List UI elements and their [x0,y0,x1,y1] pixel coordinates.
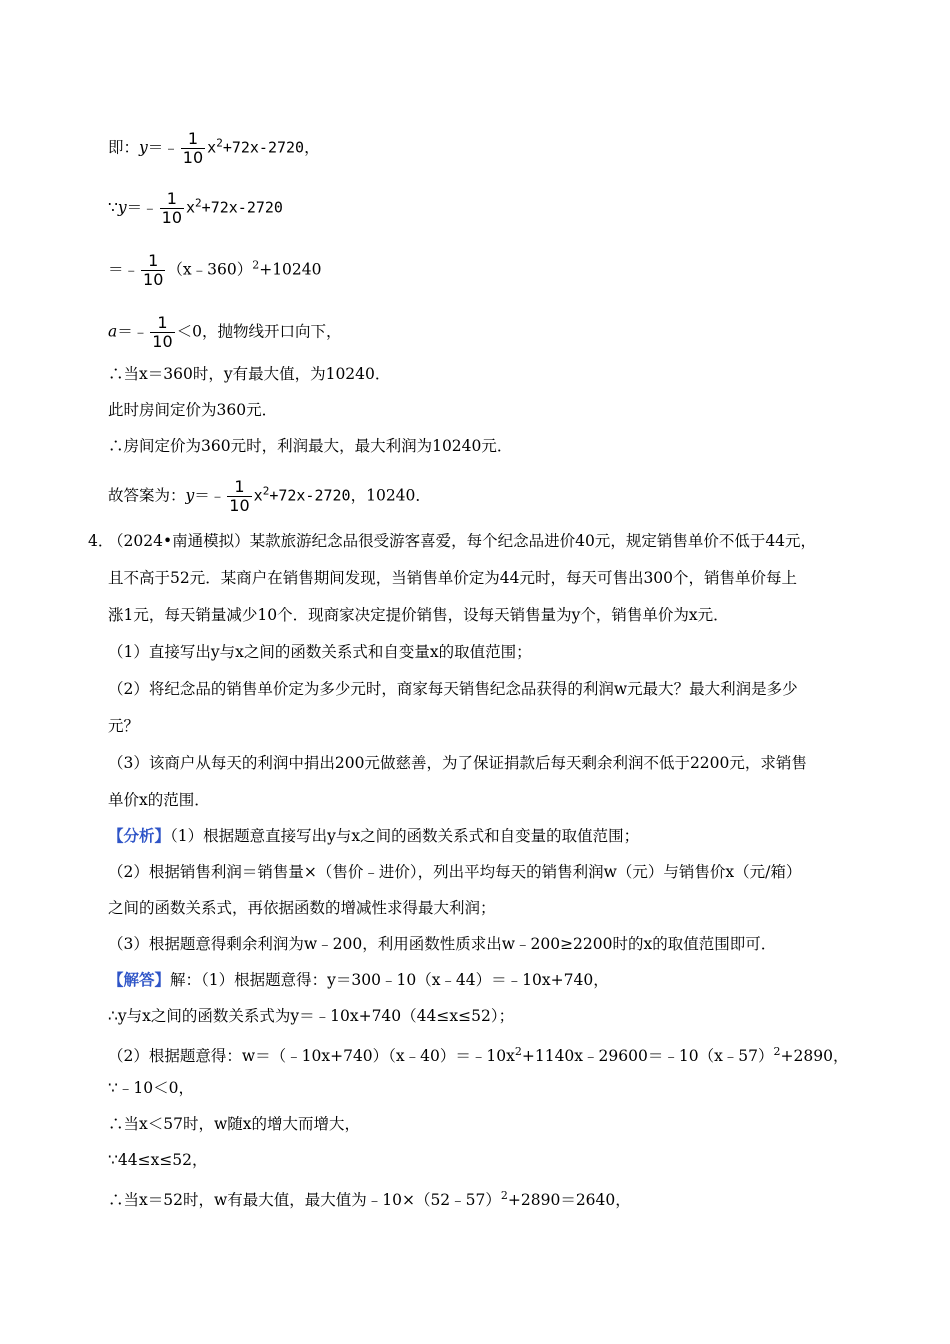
var: a [108,322,118,341]
numerator: 1 [160,190,184,209]
solution-line-6: ∵44≤x≤52， [108,1151,208,1169]
equation-line-2 [108,190,283,227]
text: ＝﹣ [117,322,149,341]
text: （2）根据题意得：w＝（﹣10x+740）（x﹣40）＝﹣10x [108,1047,515,1066]
text: ＝﹣ [194,486,226,505]
equation-line-4 [108,314,342,351]
text: +72x-2720 [201,198,283,217]
analysis-line-3: 之间的函数关系式，再依据函数的增减性求得最大利润； [108,899,496,917]
text: 即： [108,138,140,157]
text-line-7: ∴房间定价为360元时，利润最大，最大利润为10240元． [108,437,513,455]
numerator: 1 [150,314,174,333]
question-part-2-cont: 元？ [108,717,140,735]
exponent: 2 [216,136,223,150]
var: x [186,198,196,217]
denominator: 10 [229,496,250,515]
text: ＝﹣ [126,198,158,217]
analysis-tag: 【分析】 [108,826,171,845]
text: +2890， [780,1047,849,1066]
fraction [160,190,184,227]
analysis-line-2: （2）根据销售利润＝销售量×（售价﹣进价），列出平均每天的销售利润w（元）与销售价x（元/箱） [108,863,802,881]
denominator: 10 [152,332,173,351]
var: y [117,198,127,217]
text: +72x-2720 [222,138,305,157]
text: ＝﹣ [108,260,140,279]
question-line-1: （2024•南通模拟）某款旅游纪念品很受游客喜爱，每个纪念品进价40元，规定销售单价不低于44元， [108,532,817,550]
text: +2890＝2640， [507,1191,631,1210]
analysis-line-4: （3）根据题意得剩余利润为w﹣200，利用函数性质求出w﹣200≥2200时的x的取值范围即可． [108,935,777,953]
analysis-line-1 [108,826,639,846]
question-part-1: （1）直接写出y与x之间的函数关系式和自变量x的取值范围； [108,643,532,661]
var: y [185,486,195,505]
var: x [253,486,263,505]
text-line-6: 此时房间定价为360元． [108,401,278,419]
question-part-3-cont: 单价x的范围． [108,791,210,809]
fraction [227,478,251,515]
denominator: 10 [182,148,204,167]
exponent: 2 [514,1045,522,1058]
exponent: 2 [195,196,202,210]
question-part-3: （3）该商户从每天的利润中捐出200元做慈善，为了保证捐款后每天剩余利润不低于2200元，求销售 [108,754,807,772]
answer-line [108,478,431,515]
var: x [207,138,217,157]
question-part-2: （2）将纪念品的销售单价定为多少元时，商家每天销售纪念品获得的利润w元最大？最大利润是多少 [108,680,798,698]
text: ＜0，抛物线开口向下， [176,322,342,341]
numerator: 1 [141,252,165,271]
text: 故答案为： [108,486,186,505]
denominator: 10 [161,208,183,227]
fraction [141,252,165,289]
question-number: 4． [88,532,114,550]
exponent: 2 [500,1189,508,1202]
solution-line-3 [108,1042,848,1066]
denominator: 10 [143,270,164,289]
question-line-2: 且不高于52元．某商户在销售期间发现，当销售单价定为44元时，每天可售出300个，销售单价每上 [108,569,798,587]
exponent: 2 [262,484,270,498]
text: +72x-2720 [269,486,351,505]
var: y [139,138,148,157]
equation-line-1 [108,130,320,167]
exponent: 2 [252,258,260,272]
solution-line-2: ∴y与x之间的函数关系式为y＝﹣10x+740（44≤x≤52）； [108,1007,515,1025]
text: ，10240． [350,486,431,505]
text: ， [304,138,320,157]
numerator: 1 [181,130,205,149]
text: +10240 [259,260,322,279]
solution-line-1 [108,970,609,990]
question-line-3: 涨1元，每天销量减少10个．现商家决定提价销售，设每天销售量为y个，销售单价为x元． [108,606,729,624]
text: （x﹣360） [167,260,253,279]
text: +1140x﹣29600＝﹣10（x﹣57） [521,1047,774,1066]
text: （1）根据题意直接写出y与x之间的函数关系式和自变量的取值范围； [170,827,640,845]
solution-line-4: ∵﹣10＜0， [108,1079,194,1097]
text: ＝﹣ [147,138,179,157]
exponent: 2 [773,1045,781,1058]
equation-line-3 [108,252,322,289]
numerator: 1 [227,478,251,497]
solution-line-7 [108,1186,631,1210]
fraction [181,130,205,167]
solution-tag: 【解答】 [108,970,171,989]
text: ∴当x＝52时，w有最大值，最大值为﹣10×（52﹣57） [108,1191,501,1210]
solution-line-5: ∴当x＜57时，w随x的增大而增大， [108,1115,360,1133]
fraction [150,314,174,351]
text: 解：（1）根据题意得：y＝300﹣10（x﹣44）＝﹣10x+740， [170,971,609,989]
text: ∵ [108,198,118,217]
text-line-5: ∴当x＝360时，y有最大值，为10240． [108,365,391,383]
